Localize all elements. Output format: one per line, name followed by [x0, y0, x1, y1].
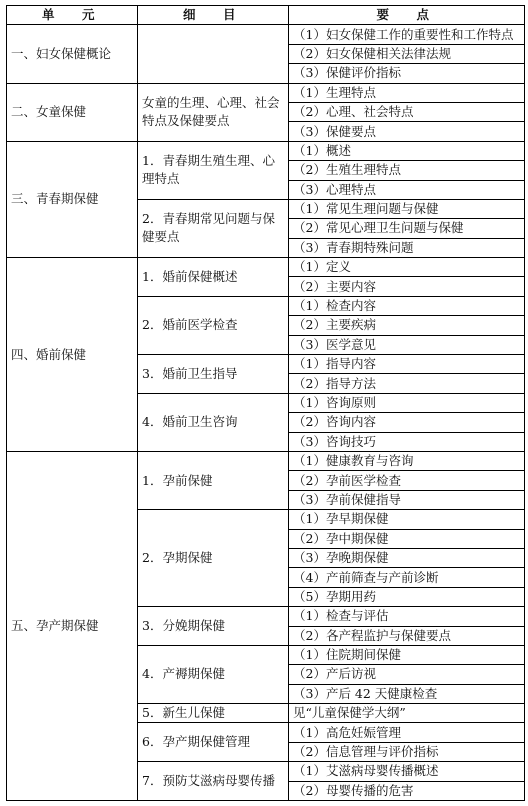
table-row — [7, 25, 525, 44]
syllabus-table — [6, 5, 525, 801]
point-cell: （1）艾滋病母婴传播概述 — [289, 762, 525, 781]
point-cell: （3）心理特点 — [289, 180, 525, 199]
point-cell: （2）信息管理与评价指标 — [289, 742, 525, 761]
detail-cell: 4．产褥期保健 — [138, 645, 289, 703]
point-cell: （2）心理、社会特点 — [289, 102, 525, 121]
header-unit: 单 元 — [7, 6, 138, 25]
point-cell: （1）检查与评估 — [289, 607, 525, 626]
table-row — [7, 141, 525, 160]
point-cell: （2）孕中期保健 — [289, 529, 525, 548]
unit-cell: 三、青春期保健 — [7, 141, 138, 257]
point-cell: （3）医学意见 — [289, 335, 525, 354]
table-row — [7, 258, 525, 277]
point-cell: （2）母婴传播的危害 — [289, 781, 525, 800]
point-cell: 见“儿童保健学大纲” — [289, 704, 525, 723]
point-cell: （1）概述 — [289, 141, 525, 160]
detail-cell: 2．婚前医学检查 — [138, 296, 289, 354]
table-row — [7, 83, 525, 102]
point-cell: （3）产后 42 天健康检查 — [289, 684, 525, 703]
point-cell: （2）主要疾病 — [289, 316, 525, 335]
table-body — [7, 25, 525, 801]
point-cell: （2）妇女保健相关法律法规 — [289, 44, 525, 63]
header-row — [7, 6, 525, 25]
point-cell: （2）咨询内容 — [289, 413, 525, 432]
point-cell: （1）住院期间保健 — [289, 645, 525, 664]
detail-cell: 2．孕期保健 — [138, 510, 289, 607]
point-cell: （1）常见生理问题与保健 — [289, 199, 525, 218]
table-row — [7, 451, 525, 470]
detail-cell: 3．婚前卫生指导 — [138, 355, 289, 394]
detail-cell: 6．孕产期保健管理 — [138, 723, 289, 762]
point-cell: （1）咨询原则 — [289, 393, 525, 412]
unit-cell: 一、妇女保健概论 — [7, 25, 138, 83]
unit-cell: 二、女童保健 — [7, 83, 138, 141]
point-cell: （1）妇女保健工作的重要性和工作特点 — [289, 25, 525, 44]
point-cell: （2）生殖生理特点 — [289, 161, 525, 180]
detail-cell: 5．新生儿保健 — [138, 704, 289, 723]
header-points: 要 点 — [289, 6, 525, 25]
point-cell: （3）青春期特殊问题 — [289, 238, 525, 257]
detail-cell — [138, 25, 289, 83]
point-cell: （2）产后访视 — [289, 665, 525, 684]
point-cell: （3）孕前保健指导 — [289, 490, 525, 509]
point-cell: （3）保健要点 — [289, 122, 525, 141]
point-cell: （2）孕前医学检查 — [289, 471, 525, 490]
point-cell: （1）高危妊娠管理 — [289, 723, 525, 742]
point-cell: （4）产前筛查与产前诊断 — [289, 568, 525, 587]
point-cell: （2）主要内容 — [289, 277, 525, 296]
point-cell: （3）咨询技巧 — [289, 432, 525, 451]
detail-cell: 女童的生理、心理、社会特点及保健要点 — [138, 83, 289, 141]
detail-cell: 1．青春期生殖生理、心理特点 — [138, 141, 289, 199]
point-cell: （2）常见心理卫生问题与保健 — [289, 219, 525, 238]
point-cell: （1）孕早期保健 — [289, 510, 525, 529]
point-cell: （1）指导内容 — [289, 355, 525, 374]
header-detail: 细 目 — [138, 6, 289, 25]
point-cell: （2）各产程监护与保健要点 — [289, 626, 525, 645]
point-cell: （1）检查内容 — [289, 296, 525, 315]
detail-cell: 3．分娩期保健 — [138, 607, 289, 646]
point-cell: （3）保健评价指标 — [289, 64, 525, 83]
point-cell: （1）生理特点 — [289, 83, 525, 102]
unit-cell: 四、婚前保健 — [7, 258, 138, 452]
detail-cell: 2．青春期常见问题与保健要点 — [138, 199, 289, 257]
detail-cell: 4．婚前卫生咨询 — [138, 393, 289, 451]
point-cell: （1）定义 — [289, 258, 525, 277]
point-cell: （3）孕晚期保健 — [289, 548, 525, 567]
unit-cell: 五、孕产期保健 — [7, 451, 138, 800]
detail-cell: 1．婚前保健概述 — [138, 258, 289, 297]
detail-cell: 1．孕前保健 — [138, 451, 289, 509]
point-cell: （2）指导方法 — [289, 374, 525, 393]
point-cell: （1）健康教育与咨询 — [289, 451, 525, 470]
point-cell: （5）孕期用药 — [289, 587, 525, 606]
detail-cell: 7．预防艾滋病母婴传播 — [138, 762, 289, 801]
